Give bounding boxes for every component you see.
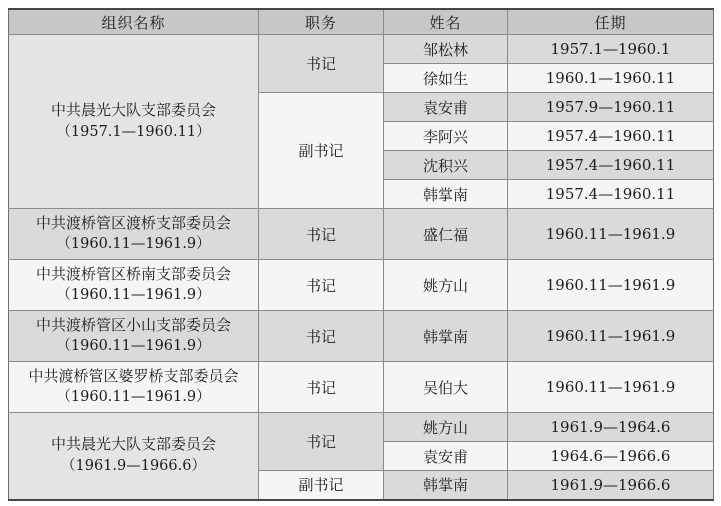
role-cell: 书记 bbox=[259, 362, 384, 413]
name-cell: 姚方山 bbox=[384, 413, 508, 442]
name-cell: 韩掌南 bbox=[384, 471, 508, 500]
role-cell: 书记 bbox=[259, 260, 384, 311]
org-term: （1961.9—1966.6） bbox=[61, 458, 206, 475]
term-cell: 1964.6—1966.6 bbox=[508, 442, 714, 471]
org-cell bbox=[9, 260, 259, 311]
term-cell: 1957.1—1960.1 bbox=[508, 35, 714, 64]
column-header-organization: 组织名称 bbox=[9, 9, 259, 35]
org-term: （1960.11—1961.9） bbox=[56, 236, 211, 253]
role-cell: 书记 bbox=[259, 311, 384, 362]
org-name: 中共晨光大队支部委员会 bbox=[50, 435, 216, 454]
table-row bbox=[9, 260, 714, 311]
name-cell: 袁安甫 bbox=[384, 442, 508, 471]
role-cell: 书记 bbox=[259, 413, 384, 471]
table-row bbox=[9, 362, 714, 413]
column-header-term: 任期 bbox=[508, 9, 714, 35]
term-cell: 1960.11—1961.9 bbox=[508, 362, 714, 413]
org-name: 中共渡桥管区桥南支部委员会 bbox=[35, 264, 231, 283]
role-cell: 书记 bbox=[259, 209, 384, 260]
name-cell: 姚方山 bbox=[384, 260, 508, 311]
org-cell bbox=[9, 35, 259, 209]
org-cell bbox=[9, 311, 259, 362]
org-term: （1957.1—1960.11） bbox=[56, 123, 211, 140]
table-row bbox=[9, 311, 714, 362]
org-cell bbox=[9, 209, 259, 260]
name-cell: 李阿兴 bbox=[384, 122, 508, 151]
term-cell: 1957.4—1960.11 bbox=[508, 122, 714, 151]
table-row bbox=[9, 413, 714, 442]
name-cell: 盛仁福 bbox=[384, 209, 508, 260]
column-header-name: 姓名 bbox=[384, 9, 508, 35]
org-name: 中共渡桥管区小山支部委员会 bbox=[35, 315, 231, 334]
role-cell: 副书记 bbox=[259, 471, 384, 500]
term-cell: 1960.1—1960.11 bbox=[508, 64, 714, 93]
name-cell: 袁安甫 bbox=[384, 93, 508, 122]
term-cell: 1957.4—1960.11 bbox=[508, 180, 714, 209]
name-cell: 韩掌南 bbox=[384, 180, 508, 209]
name-cell: 韩掌南 bbox=[384, 311, 508, 362]
term-cell: 1960.11—1961.9 bbox=[508, 209, 714, 260]
table-row bbox=[9, 35, 714, 64]
role-cell: 副书记 bbox=[259, 93, 384, 209]
org-name: 中共渡桥管区渡桥支部委员会 bbox=[35, 213, 231, 232]
term-cell: 1957.9—1960.11 bbox=[508, 93, 714, 122]
org-cell bbox=[9, 362, 259, 413]
org-term: （1960.11—1961.9） bbox=[56, 287, 211, 304]
term-cell: 1960.11—1961.9 bbox=[508, 260, 714, 311]
term-cell: 1961.9—1966.6 bbox=[508, 471, 714, 500]
header-row bbox=[9, 9, 714, 35]
term-cell: 1957.4—1960.11 bbox=[508, 151, 714, 180]
column-header-position: 职务 bbox=[259, 9, 384, 35]
org-name: 中共晨光大队支部委员会 bbox=[50, 101, 216, 120]
org-cell bbox=[9, 413, 259, 500]
name-cell: 沈积兴 bbox=[384, 151, 508, 180]
term-cell: 1960.11—1961.9 bbox=[508, 311, 714, 362]
org-name: 中共渡桥管区婆罗桥支部委员会 bbox=[28, 366, 239, 385]
name-cell: 徐如生 bbox=[384, 64, 508, 93]
term-cell: 1961.9—1964.6 bbox=[508, 413, 714, 442]
org-term: （1960.11—1961.9） bbox=[56, 389, 211, 406]
name-cell: 吴伯大 bbox=[384, 362, 508, 413]
name-cell: 邹松林 bbox=[384, 35, 508, 64]
party-branch-roster-table bbox=[8, 8, 714, 501]
org-term: （1960.11—1961.9） bbox=[56, 338, 211, 355]
table-row bbox=[9, 209, 714, 260]
role-cell: 书记 bbox=[259, 35, 384, 93]
